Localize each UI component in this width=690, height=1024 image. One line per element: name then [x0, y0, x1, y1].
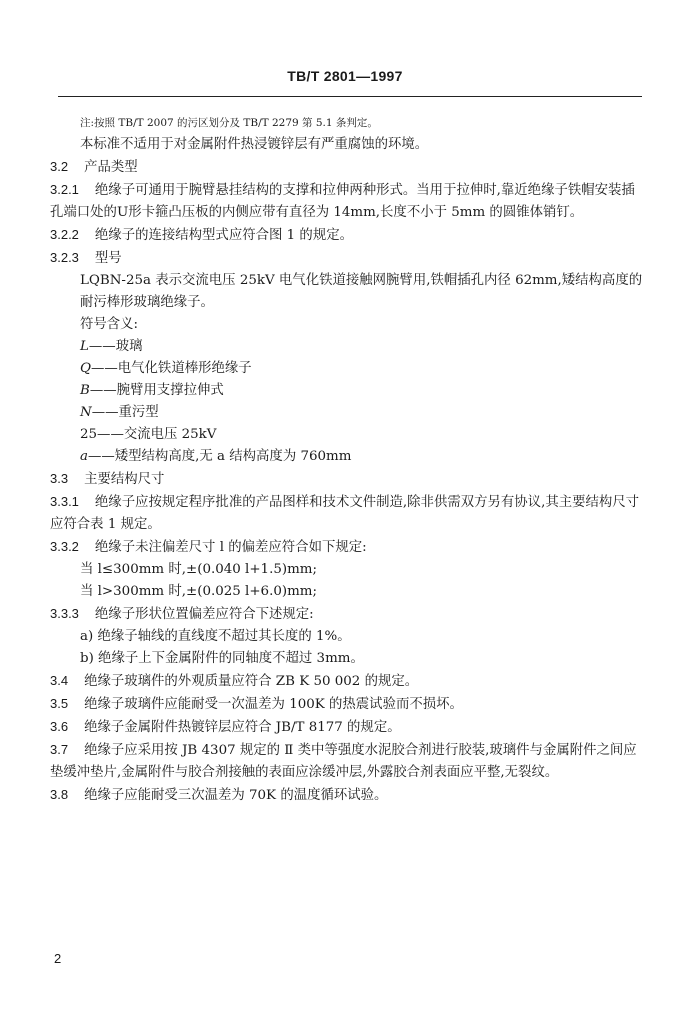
section-number: 3.4 [50, 673, 69, 688]
symbol-meaning: ——腕臂用支撑拉伸式 [89, 383, 224, 398]
section-number: 3.2.1 [50, 182, 79, 197]
section-number: 3.2 [50, 159, 69, 174]
symbol-key: Q [80, 361, 91, 376]
symbol-key: B [80, 383, 90, 398]
section-number: 3.3.1 [50, 494, 79, 509]
section-text: 绝缘子形状位置偏差应符合下述规定: [94, 607, 314, 622]
section-text: 绝缘子金属附件热镀锌层应符合 JB/T 8177 的规定。 [84, 720, 401, 735]
intro-paragraph: 本标准不适用于对金属附件热浸镀锌层有严重腐蚀的环境。 [80, 137, 429, 152]
section-3-5 [50, 693, 646, 716]
header-rule [58, 96, 642, 97]
section-3-2-3-heading [50, 247, 646, 270]
section-text: 绝缘子未注偏差尺寸 l 的偏差应符合如下规定: [94, 540, 367, 555]
document-code-header: TB/T 2801—1997 [287, 68, 403, 84]
section-title: 产品类型 [84, 160, 138, 175]
section-text: 绝缘子应能耐受三次温差为 70K 的温度循环试验。 [84, 788, 388, 803]
section-number: 3.5 [50, 696, 69, 711]
section-text: 绝缘子应按规定程序批准的产品图样和技术文件制造,除非供需双方另有协议,其主要结构尺寸应符合表 1 规定。 [50, 495, 640, 532]
symbol-meaning: ——矮型结构高度,无 a 结构高度为 760mm [87, 449, 352, 464]
section-3-6 [50, 716, 646, 739]
symbol-meaning: ——电气化铁道棒形绝缘子 [90, 361, 252, 376]
section-number: 3.2.3 [50, 250, 79, 265]
section-number: 3.3 [50, 471, 69, 486]
symbol-row [50, 358, 646, 380]
symbol-meaning: ——交流电压 25kV [97, 427, 217, 442]
section-number: 3.7 [50, 742, 69, 757]
section-number: 3.3.2 [50, 539, 79, 554]
section-text: 绝缘子应采用按 JB 4307 规定的 Ⅱ 类中等强度水泥胶合剂进行胶装,玻璃件与金属附件之间应垫缓冲垫片,金属附件与胶合剂接触的表面应涂缓冲层,外露胶合剂表面应平整,无裂纹。 [50, 743, 637, 780]
symbol-meaning: ——重污型 [91, 405, 159, 420]
section-title: 主要结构尺寸 [84, 472, 165, 487]
section-number: 3.2.2 [50, 227, 79, 242]
tolerance-rule-1: 当 l≤300mm 时,±(0.040 l+1.5)mm; [80, 562, 317, 577]
section-text: 绝缘子的连接结构型式应符合图 1 的规定。 [94, 228, 353, 243]
model-description: LQBN-25a 表示交流电压 25kV 电气化铁道接触网腕臂用,铁帽插孔内径 62mm,矮结构高度的耐污棒形玻璃绝缘子。 [80, 273, 643, 310]
page-number: 2 [54, 951, 62, 966]
symbol-row [50, 380, 646, 402]
symbol-row [50, 424, 646, 446]
section-number: 3.8 [50, 787, 69, 802]
section-number: 3.6 [50, 719, 69, 734]
section-number: 3.3.3 [50, 606, 79, 621]
list-item-a: a) 绝缘子轴线的直线度不超过其长度的 1%。 [80, 629, 351, 644]
section-3-2-heading [50, 156, 646, 179]
symbols-title: 符号含义: [80, 317, 139, 332]
section-3-2-2 [50, 224, 646, 247]
symbol-row [50, 446, 646, 468]
section-3-3-3 [50, 603, 646, 626]
symbol-key: L [80, 339, 89, 354]
list-item-b: b) 绝缘子上下金属附件的同轴度不超过 3mm。 [80, 651, 364, 666]
section-3-7 [50, 739, 646, 784]
section-3-3-2 [50, 536, 646, 559]
tolerance-rule-2: 当 l>300mm 时,±(0.025 l+6.0)mm; [80, 584, 317, 599]
section-3-2-1 [50, 179, 646, 224]
section-text: 绝缘子玻璃件的外观质量应符合 ZB K 50 002 的规定。 [84, 674, 419, 689]
section-text: 绝缘子可通用于腕臂悬挂结构的支撑和拉伸两种形式。当用于拉伸时,靠近绝缘子铁帽安装插孔端口处的U形卡箍凸压板的内侧应带有直径为 14mm,长度不小于 5mm 的圆锥体销钉。 [50, 183, 635, 220]
symbol-meaning: ——玻璃 [88, 339, 143, 354]
section-3-3-heading [50, 468, 646, 491]
section-text: 绝缘子玻璃件应能耐受一次温差为 100K 的热震试验而不损坏。 [84, 697, 463, 712]
symbol-key: a [80, 449, 88, 464]
symbol-key: 25 [80, 427, 98, 442]
section-3-4 [50, 670, 646, 693]
symbol-key: N [80, 405, 92, 420]
section-title: 型号 [94, 251, 122, 266]
symbol-row [50, 402, 646, 424]
symbol-row [50, 336, 646, 358]
document-body [50, 112, 646, 807]
section-3-8 [50, 784, 646, 807]
section-3-3-1 [50, 491, 646, 536]
note-text: 注:按照 TB/T 2007 的污区划分及 TB/T 2279 第 5.1 条判定。 [80, 117, 378, 129]
